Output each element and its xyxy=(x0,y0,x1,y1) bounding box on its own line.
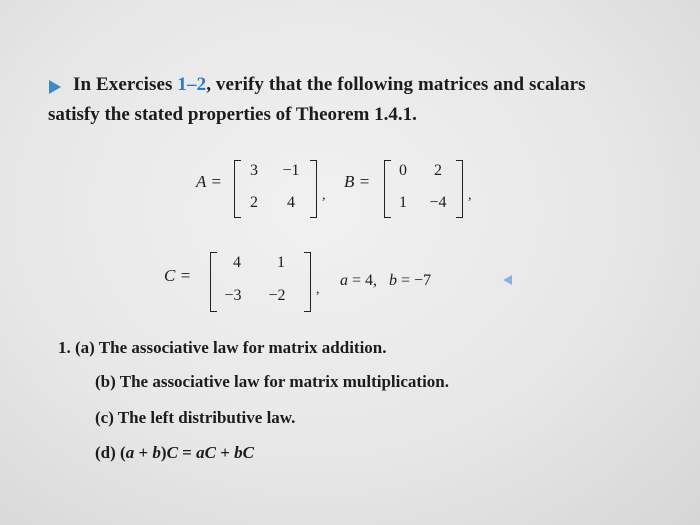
item-text: The left distributive law. xyxy=(117,408,296,427)
matrix-c-cell: 4 xyxy=(233,254,241,271)
matrix-b-cell: 1 xyxy=(399,194,407,211)
formula-equals: = xyxy=(177,443,197,462)
item-letter: (c) xyxy=(95,408,114,427)
matrix-a-cell: −1 xyxy=(282,162,300,179)
exercise-item-b xyxy=(95,372,449,392)
matrix-b-right-bracket xyxy=(456,160,463,218)
formula-paren-open: ( xyxy=(120,443,126,462)
matrix-c-label: C = xyxy=(164,266,192,285)
formula-c: C xyxy=(242,443,254,462)
formula-b: b xyxy=(152,443,161,462)
instruction-text-start: In Exercises xyxy=(73,74,178,95)
matrix-b-comma: , xyxy=(468,188,472,203)
formula-paren-close: ) xyxy=(160,443,167,462)
scalar-b-label: b xyxy=(389,272,398,289)
scalars xyxy=(340,272,431,290)
matrix-c-comma: , xyxy=(316,282,320,297)
matrix-c-left-bracket xyxy=(210,252,217,312)
formula xyxy=(120,443,254,462)
play-icon xyxy=(49,80,61,94)
formula-c: C xyxy=(204,443,216,462)
formula-plus: + xyxy=(215,443,235,462)
matrix-a-cell: 3 xyxy=(250,162,258,179)
instruction-line-1 xyxy=(73,74,586,96)
formula-c: C xyxy=(166,443,178,462)
item-letter: (a) xyxy=(75,338,95,357)
exercise-item-a xyxy=(58,338,387,358)
matrix-b-cell: 2 xyxy=(434,162,442,179)
matrix-c-cell: 1 xyxy=(277,254,285,271)
matrix-c-cell: −2 xyxy=(268,287,286,304)
exercise-number: 1. xyxy=(58,338,71,357)
scalar-a-label: a xyxy=(340,272,348,289)
matrix-c-right-bracket xyxy=(304,252,311,312)
matrix-a-cell: 2 xyxy=(250,194,258,211)
scalar-b-value: = −7 xyxy=(397,272,432,289)
matrix-a-label: A = xyxy=(196,172,222,191)
matrix-a-cell: 4 xyxy=(287,194,295,211)
exercise-item-c xyxy=(95,408,295,428)
matrix-a-left-bracket xyxy=(234,160,241,218)
formula-b: b xyxy=(234,443,243,462)
formula-plus: + xyxy=(134,443,153,462)
matrix-b-cell: 0 xyxy=(399,162,407,179)
item-letter: (b) xyxy=(95,372,116,391)
matrix-c-cell: −3 xyxy=(224,287,242,304)
exercise-item-d xyxy=(95,443,254,463)
formula-a: a xyxy=(125,443,135,462)
matrix-b-cell: −4 xyxy=(429,194,447,211)
instruction-text-end: , verify that the following matrices and scalars xyxy=(206,74,586,95)
left-triangle-icon xyxy=(503,275,512,285)
item-letter: (d) xyxy=(95,443,116,462)
item-text: The associative law for matrix addition. xyxy=(98,338,387,357)
exercise-range: 1–2 xyxy=(177,74,207,95)
item-text: The associative law for matrix multiplication. xyxy=(119,372,450,391)
matrix-a-right-bracket xyxy=(310,160,317,218)
scalar-a-value: = 4, xyxy=(348,272,378,289)
instruction-line-2: satisfy the stated properties of Theorem 1.4.1. xyxy=(48,104,417,125)
formula-a: a xyxy=(196,443,205,462)
matrix-a-comma: , xyxy=(322,188,326,203)
matrix-b-label: B = xyxy=(344,172,371,191)
